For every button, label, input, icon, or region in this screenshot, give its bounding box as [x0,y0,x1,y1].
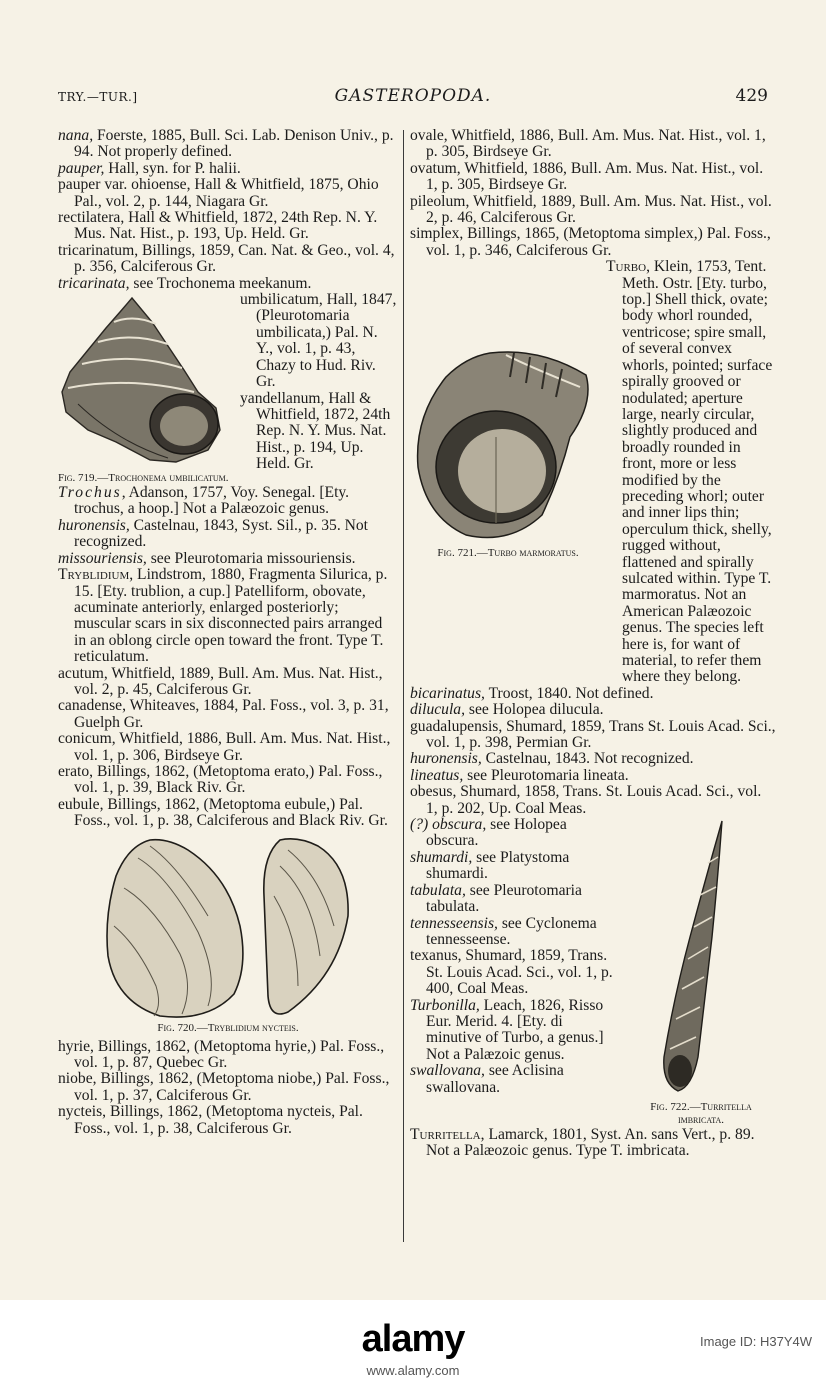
tryblidium-shell-figure [58,836,358,1022]
right-column [410,128,776,1160]
fig719-block [58,292,240,485]
fig719-caption: Fig. 719.—Trochonema umbilicatum. [58,472,229,485]
left-column [58,128,398,1137]
fig722-block [626,817,776,1127]
column-divider [403,130,404,1242]
entry-dilucula: dilucula, see Holopea dilucula. [410,701,604,719]
entry-pileolum: pileolum, Whitfield, 1889, Bull. Am. Mus. Nat. Hist., vol. 2, p. 46, Calciferous Gr. [410,192,772,227]
entry-guadalupensis: guadalupensis, Shumard, 1859, Trans St. Louis Acad. Sci., vol. 1, p. 398, Permian Gr. [410,717,776,752]
entry-trochus: Trochus, Adanson, 1757, Voy. Senegal. [Ety. trochus, a hoop.] Not a Palæozoic genus. [58,484,350,518]
entry-simplex: simplex, Billings, 1865, (Metoptoma simplex,) Pal. Foss., vol. 1, p. 346, Calciferous Gr. [410,225,771,259]
entry-canadense: canadense, Whiteaves, 1884, Pal. Foss., vol. 3, p. 31, Guelph Gr. [58,697,389,731]
turritella-shell-figure [626,817,776,1097]
entry-lineatus: lineatus, see Pleurotomaria lineata. [410,766,629,784]
fig722-row [410,817,776,1127]
entry-pauper-ohioense: pauper var. ohioense, Hall & Whitfield, 1875, Ohio Pal., vol. 2, p. 144, Niagara Gr. [58,176,379,210]
entry-tryblidium: Tryblidium, Lindstrom, 1880, Fragmenta Silurica, p. 15. [Ety. trublion, a cup.] Patelliform, obovate, acuminate anteriorly, enlarged posteriorly; muscular scars in six disconnected pairs arranged in an oblong circle open toward the front. Type T. reticulatum. [58,566,388,666]
entry-acutum: acutum, Whitfield, 1889, Bull. Am. Mus. Nat. Hist., vol. 2, p. 45, Calciferous Gr. [58,664,383,698]
entry-conicum: conicum, Whitfield, 1886, Bull. Am. Mus. Nat. Hist., vol. 1, p. 306, Birdseye Gr. [58,730,391,764]
page-number: 429 [735,86,768,106]
trochonema-shell-figure [58,292,230,472]
entry-turritella: Turritella, Lamarck, 1801, Syst. An. sans Vert., p. 89. Not a Palæozoic genus. Type T. imbricata. [410,1126,755,1160]
fig719-row [58,292,398,485]
fig720-caption: Fig. 720.—Tryblidium nycteis. [157,1021,299,1034]
fig719-wrap-text [240,292,398,472]
entry-swallovana: swallovana, see Aclisina swallovana. [410,1062,564,1096]
watermark-brand: alamy [361,1318,465,1360]
entry-ovale: ovale, Whitfield, 1886, Bull. Am. Mus. Nat. Hist., vol. 1, p. 305, Birdseye Gr. [410,127,766,161]
entry-ovatum: ovatum, Whitfield, 1886, Bull. Am. Mus. Nat. Hist., vol. 1, p. 305, Birdseye Gr. [410,159,764,194]
fig720-block [58,836,398,1035]
entry-tabulata: tabulata, see Pleurotomaria tabulata. [410,881,582,916]
fig722-caption: Fig. 722.—Turritella imbricata. [650,1101,752,1127]
entry-hyrie: hyrie, Billings, 1862, (Metoptoma hyrie,) Pal. Foss., vol. 1, p. 87, Quebec Gr. [58,1037,385,1071]
entry-umbilicatum: umbilicatum, Hall, 1847, (Pleurotomaria umbilicata,) Pal. N. Y., vol. 1, p. 43, Chazy to Hud. Riv. Gr. [240,291,397,391]
entry-turbonilla: Turbonilla, Leach, 1826, Risso Eur. Merid. 4. [Ety. di minutive of Turbo, a genus.] Not a Palæzoic genus. [410,996,604,1063]
entry-obscura: (?) obscura, see Holopea obscura. [410,816,567,850]
entry-huronensis: huronensis, Castelnau, 1843, Syst. Sil., p. 35. Not recognized. [58,516,369,551]
entry-tricarinatum: tricarinatum, Billings, 1859, Can. Nat. & Geo., vol. 4, p. 356, Calciferous Gr. [58,241,395,276]
fig722-wrap-text [410,817,620,1096]
entry-erato: erato, Billings, 1862, (Metoptoma erato,) Pal. Foss., vol. 1, p. 39, Black Riv. Gr. [58,762,383,797]
entry-nycteis: nycteis, Billings, 1862, (Metoptoma nycteis, Pal. Foss., vol. 1, p. 38, Calciferous Gr. [58,1103,363,1137]
entry-texanus: texanus, Shumard, 1859, Trans. St. Louis Acad. Sci., vol. 1, p. 400, Coal Meas. [410,947,613,998]
entry-tennesseensis: tennesseensis, see Cyclonema tennesseense. [410,914,597,948]
entry-yandellanum: yandellanum, Hall & Whitfield, 1872, 24th Rep. N. Y. Mus. Nat. Hist., p. 194, Up. Held. Gr. [240,389,391,473]
turbo-entry-wrap [410,259,776,686]
fig721-row [410,259,776,686]
entry-bicarinatus: bicarinatus, Troost, 1840. Not defined. [410,684,654,702]
entry-pauper: pauper, Hall, syn. for P. halii. [58,159,241,177]
entry-tricarinata: tricarinata, see Trochonema meekanum. [58,274,312,292]
entry-eubule: eubule, Billings, 1862, (Metoptoma eubule,) Pal. Foss., vol. 1, p. 38, Calciferous and Black Riv. Gr. [58,795,388,830]
watermark-url: www.alamy.com [366,1363,460,1378]
entry-niobe: niobe, Billings, 1862, (Metoptoma niobe,) Pal. Foss., vol. 1, p. 37, Calciferous Gr. [58,1070,390,1104]
entry-missouriensis: missouriensis, see Pleurotomaria missouriensis. [58,549,356,567]
entry-rectilatera: rectilatera, Hall & Whitfield, 1872, 24th Rep. N. Y. Mus. Nat. Hist., p. 193, Up. Held. Gr. [58,209,378,243]
entry-huronensis-turbo: huronensis, Castelnau, 1843. Not recognized. [410,750,694,768]
running-head-title: GASTEROPODA. [334,86,492,106]
entry-obesus: obesus, Shumard, 1858, Trans. St. Louis Acad. Sci., vol. 1, p. 202, Up. Coal Meas. [410,783,762,817]
watermark-image-id: Image ID: H37Y4W [700,1334,812,1349]
entry-shumardi: shumardi, see Platystoma shumardi. [410,848,570,883]
entry-nana: nana, Foerste, 1885, Bull. Sci. Lab. Denison Univ., p. 94. Not properly defined. [58,127,394,161]
running-head-left: TRY.—TUR.] [58,90,138,104]
fig721-caption: Fig. 721.—Turbo marmoratus. [437,547,579,560]
entry-turbo: Turbo, Klein, 1753, Tent. Meth. Ostr. [Ety. turbo, top.] Shell thick, ovate; body whorl rounded, ventricose; spire small, of several convex whorls, pointed; surface spirally grooved or nodulated; aperture large, nearly circular, slightly produced and broadly rounded in front, more or less modified by the preceding whorl; outer and inner lips thin; operculum thick, shelly, rugged without, flattened and spirally sulcated within. Type T. marmoratus. Not an American Palæozoic genus. The species left here is, for want of material, to refer them where they belong. [606,258,773,686]
